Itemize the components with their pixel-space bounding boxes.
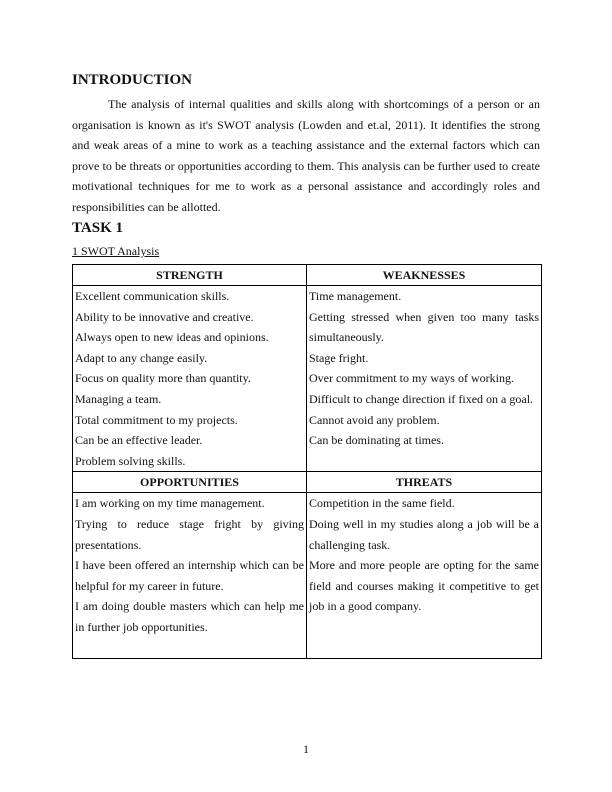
swot-table (72, 264, 542, 659)
task-heading: TASK 1 (72, 220, 123, 236)
weakness-item: Getting stressed when given too many tasks simultaneously. (309, 309, 539, 345)
threats-cell (307, 493, 542, 659)
weakness-item: Over commitment to my ways of working. (309, 371, 514, 386)
strength-cell (73, 286, 307, 472)
strength-item: Always open to new ideas and opinions. (75, 330, 269, 345)
strength-item: Adapt to any change easily. (75, 350, 208, 365)
opportunities-header: OPPORTUNITIES (73, 472, 307, 493)
strength-item: Problem solving skills. (75, 453, 186, 468)
opportunity-item: Trying to reduce stage fright by giving presentations. (75, 516, 304, 552)
threats-header: THREATS (307, 472, 542, 493)
threat-item: More and more people are opting for the same field and courses making it competitive to get job in a good company. (309, 558, 539, 614)
threat-item: Competition in the same field. (309, 496, 455, 511)
opportunity-item: I am working on my time management. (75, 496, 265, 511)
strength-item: Can be an effective leader. (75, 433, 203, 448)
strength-item: Excellent communication skills. (75, 289, 230, 303)
weakness-item: Can be dominating at times. (309, 433, 444, 448)
threat-item: Doing well in my studies along a job will be a challenging task. (309, 516, 539, 552)
strength-header: STRENGTH (73, 265, 307, 286)
swot-subheading: 1 SWOT Analysis (72, 244, 160, 258)
weakness-item: Cannot avoid any problem. (309, 412, 440, 427)
strength-item: Ability to be innovative and creative. (75, 309, 254, 324)
strength-item: Managing a team. (75, 391, 162, 406)
strength-item: Focus on quality more than quantity. (75, 371, 251, 386)
weaknesses-cell (307, 286, 542, 472)
opportunities-cell (73, 493, 307, 659)
intro-heading: INTRODUCTION (72, 72, 193, 88)
strength-item: Total commitment to my projects. (75, 412, 238, 427)
weakness-item: Time management. (309, 289, 402, 303)
page-number: 1 (303, 742, 309, 756)
weakness-item: Difficult to change direction if fixed on a goal. (309, 391, 534, 406)
weakness-item: Stage fright. (309, 350, 369, 365)
intro-paragraph: The analysis of internal qualities and skills along with shortcomings of a person or an organisation is known as it's SWOT analysis (Lowden and et.al, 2011). It identifies the strong and weak areas of a mine to work as a teaching assistance and the external factors which can prove to be threats or opportunities according to them. This analysis can be further used to create motivational techniques for me to work as a personal assistance and accordingly roles and responsibilities can be allotted. (72, 97, 540, 214)
opportunity-item: I have been offered an internship which can be helpful for my career in future. (75, 558, 304, 593)
opportunity-item: I am doing double masters which can help me in further job opportunities. (75, 599, 304, 634)
weaknesses-header: WEAKNESSES (307, 265, 542, 286)
